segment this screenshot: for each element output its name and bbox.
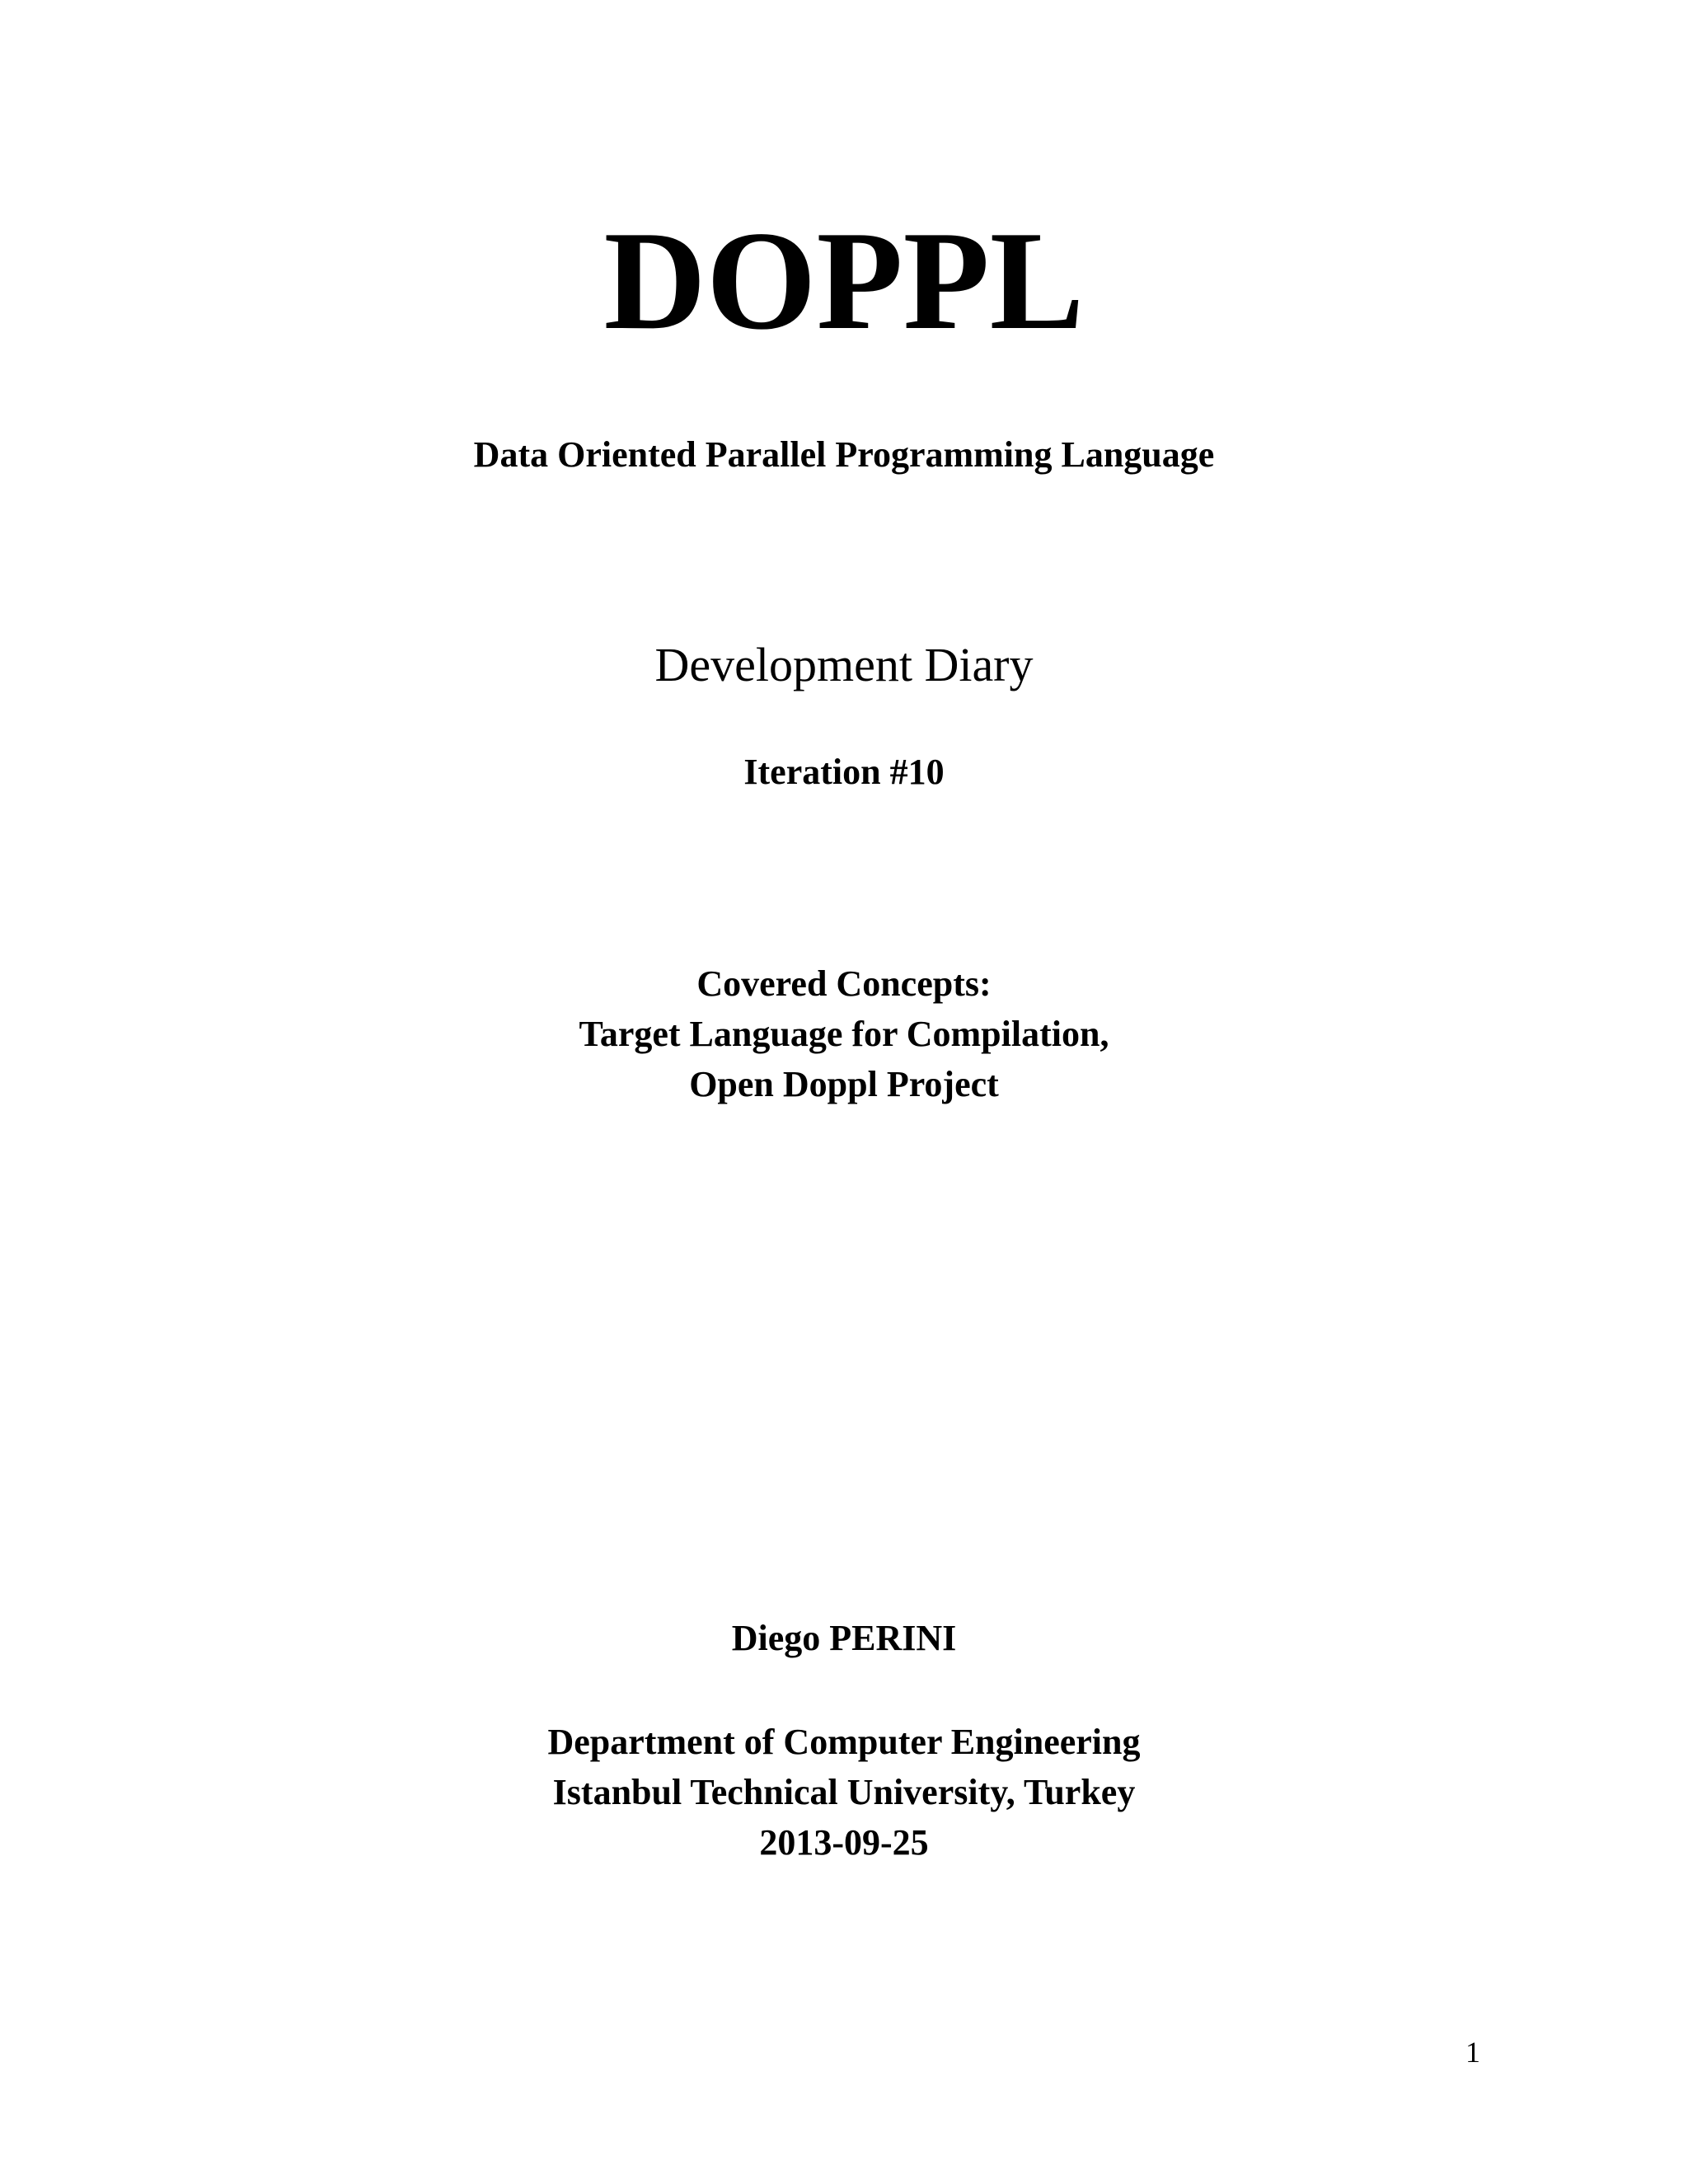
covered-concept-item: Open Doppl Project	[689, 1064, 999, 1104]
document-type-heading: Development Diary	[654, 638, 1034, 691]
affiliation-block	[0, 1717, 1688, 1868]
document-date: 2013-09-25	[759, 1822, 929, 1863]
document-subtitle: Data Oriented Parallel Programming Language	[473, 434, 1215, 475]
page-number: 1	[1465, 2036, 1480, 2069]
covered-concepts-block	[0, 958, 1688, 1109]
university-name: Istanbul Technical University, Turkey	[552, 1772, 1136, 1812]
department-name: Department of Computer Engineering	[547, 1722, 1141, 1762]
covered-concept-item: Target Language for Compilation,	[579, 1014, 1109, 1054]
covered-concepts-heading: Covered Concepts:	[696, 963, 992, 1004]
author-name: Diego PERINI	[731, 1618, 957, 1658]
iteration-label: Iteration #10	[743, 752, 945, 792]
document-title: DOPPL	[603, 203, 1085, 359]
